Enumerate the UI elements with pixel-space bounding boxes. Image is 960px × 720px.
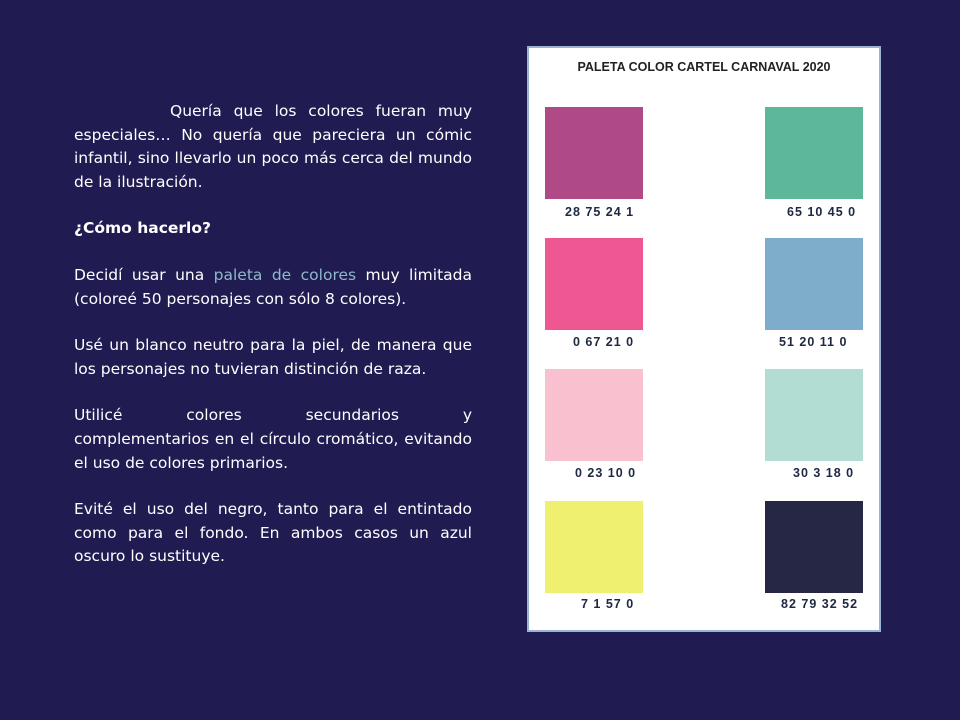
swatch-6 (765, 369, 863, 461)
complementary-line-rest: complementarios en el círculo cromático, evitando el uso de colores primarios. (74, 429, 472, 472)
palette-paragraph-start: Decidí usar una (74, 265, 214, 284)
description-text (74, 100, 472, 592)
skin-paragraph: Usé un blanco neutro para la piel, de manera que los personajes no tuvieran distinción de raza. (74, 336, 472, 378)
swatch-5 (545, 369, 643, 461)
palette-paragraph-end: muy limitada (coloreé 50 personajes con sólo 8 colores). (74, 265, 472, 308)
swatch-code-5: 0 23 10 0 (575, 466, 637, 480)
palette-card (527, 46, 881, 632)
complementary-paragraph (74, 404, 472, 475)
swatch-2 (765, 107, 863, 199)
swatch-code-8: 82 79 32 52 (781, 597, 859, 611)
swatch-code-6: 30 3 18 0 (793, 466, 855, 480)
swatch-code-7: 7 1 57 0 (581, 597, 635, 611)
black-paragraph: Evité el uso del negro, tanto para el entintado como para el fondo. En ambos casos un azul oscuro lo sustituye. (74, 500, 472, 566)
swatch-code-4: 51 20 11 0 (779, 335, 848, 349)
complementary-line-1: Utilicé colores secundarios y (74, 406, 472, 425)
swatch-code-3: 0 67 21 0 (573, 335, 635, 349)
palette-link[interactable]: paleta de colores (213, 265, 357, 284)
swatch-1 (545, 107, 643, 199)
palette-title: PALETA COLOR CARTEL CARNAVAL 2020 (577, 60, 831, 74)
swatch-code-1: 28 75 24 1 (565, 205, 635, 219)
section-heading: ¿Cómo hacerlo? (74, 219, 212, 238)
swatch-3 (545, 238, 643, 330)
swatch-7 (545, 501, 643, 593)
intro-paragraph: Quería que los colores fueran muy especiales… No quería que pareciera un cómic infantil, sino llevarlo un poco más cerca del mundo de la ilustración. (74, 102, 472, 191)
swatch-code-2: 65 10 45 0 (787, 205, 857, 219)
swatch-8 (765, 501, 863, 593)
swatch-4 (765, 238, 863, 330)
palette-paragraph (74, 264, 472, 311)
